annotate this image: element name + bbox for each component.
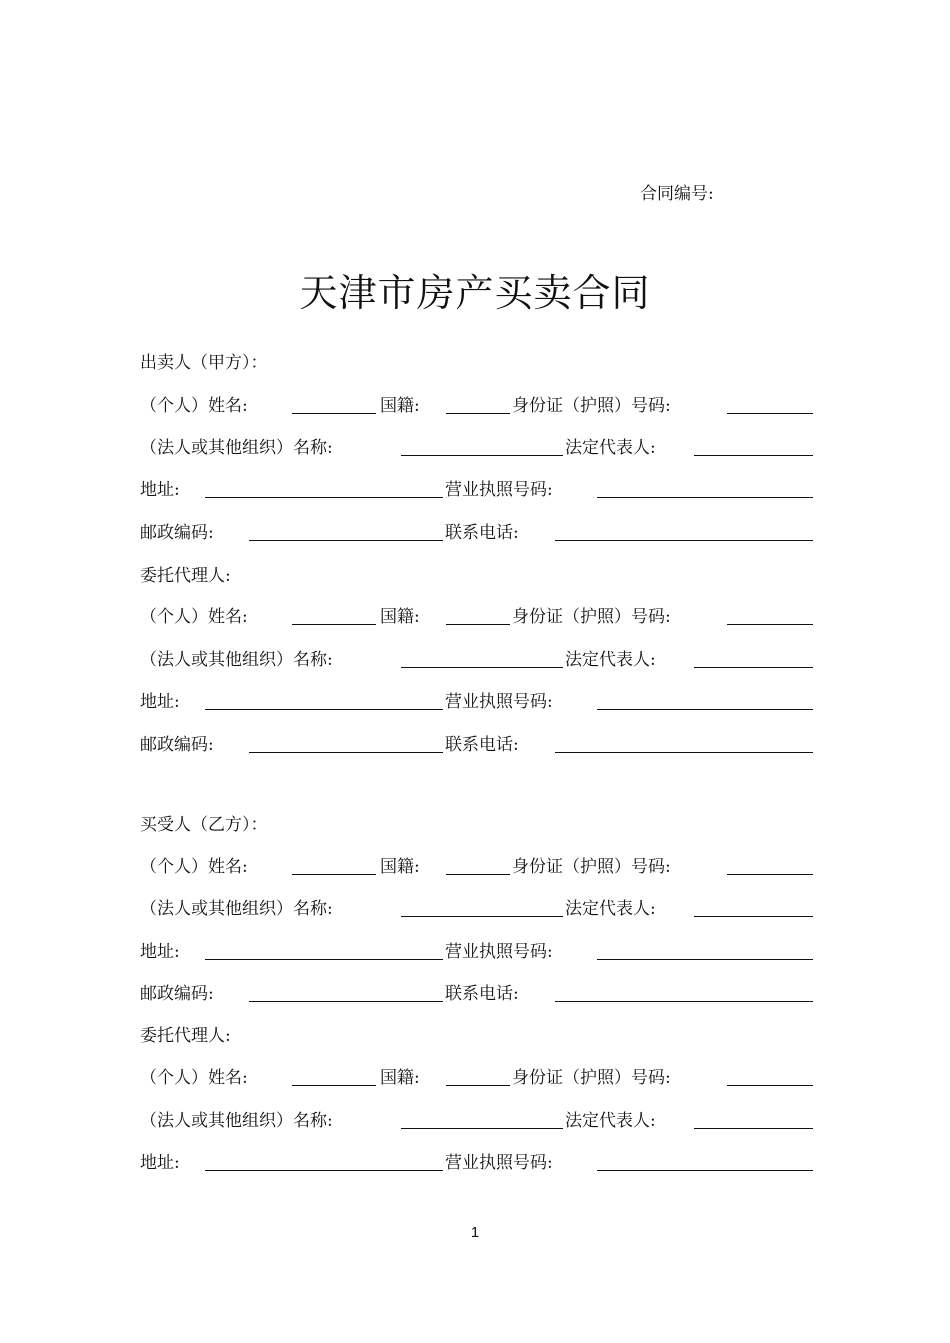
buyer-postal-row	[140, 979, 815, 1003]
seller-id-blank[interactable]	[727, 413, 813, 414]
buyer-agent-legal-row	[140, 1106, 815, 1130]
id-number-label: 身份证（护照）号码:	[512, 607, 671, 627]
buyer-agent-license-blank[interactable]	[597, 1170, 813, 1171]
buyer-agent-address-blank[interactable]	[205, 1170, 443, 1171]
legal-representative-label: 法定代表人:	[565, 438, 656, 458]
buyer-agent-entity-name-blank[interactable]	[401, 1128, 563, 1129]
id-number-label: 身份证（护照）号码:	[512, 396, 671, 416]
page-number: 1	[470, 1224, 480, 1241]
id-number-label: 身份证（护照）号码:	[512, 857, 671, 877]
phone-label: 联系电话:	[445, 735, 519, 755]
legal-representative-label: 法定代表人:	[565, 650, 656, 670]
seller-agent-postcode-blank[interactable]	[249, 752, 443, 753]
document-title: 天津市房产买卖合同	[299, 271, 651, 315]
buyer-postcode-blank[interactable]	[249, 1001, 443, 1002]
nationality-label: 国籍:	[380, 396, 420, 416]
buyer-representative-blank[interactable]	[694, 916, 813, 917]
seller-phone-blank[interactable]	[555, 540, 813, 541]
business-license-label: 营业执照号码:	[445, 692, 553, 712]
nationality-label: 国籍:	[380, 1068, 420, 1088]
seller-agent-id-blank[interactable]	[727, 624, 813, 625]
individual-name-label: （个人）姓名:	[140, 607, 248, 627]
buyer-agent-heading: 委托代理人:	[140, 1026, 231, 1046]
seller-agent-phone-blank[interactable]	[555, 752, 813, 753]
seller-individual-row	[140, 391, 815, 415]
seller-agent-address-row	[140, 687, 815, 711]
seller-license-blank[interactable]	[597, 497, 813, 498]
seller-postcode-blank[interactable]	[249, 540, 443, 541]
business-license-label: 营业执照号码:	[445, 480, 553, 500]
postcode-label: 邮政编码:	[140, 523, 214, 543]
buyer-agent-address-row	[140, 1148, 815, 1172]
buyer-agent-nationality-blank[interactable]	[446, 1085, 510, 1086]
buyer-license-blank[interactable]	[597, 959, 813, 960]
legal-representative-label: 法定代表人:	[565, 899, 656, 919]
seller-agent-legal-row	[140, 645, 815, 669]
seller-agent-entity-name-blank[interactable]	[401, 667, 563, 668]
postcode-label: 邮政编码:	[140, 735, 214, 755]
seller-agent-individual-row	[140, 602, 815, 626]
seller-agent-heading: 委托代理人:	[140, 566, 231, 586]
business-license-label: 营业执照号码:	[445, 942, 553, 962]
address-label: 地址:	[140, 480, 180, 500]
buyer-address-blank[interactable]	[205, 959, 443, 960]
buyer-id-blank[interactable]	[727, 874, 813, 875]
seller-agent-nationality-blank[interactable]	[446, 624, 510, 625]
individual-name-label: （个人）姓名:	[140, 1068, 248, 1088]
legal-entity-name-label: （法人或其他组织）名称:	[140, 1111, 333, 1131]
business-license-label: 营业执照号码:	[445, 1153, 553, 1173]
seller-name-blank[interactable]	[292, 413, 376, 414]
buyer-agent-id-blank[interactable]	[727, 1085, 813, 1086]
address-label: 地址:	[140, 692, 180, 712]
legal-entity-name-label: （法人或其他组织）名称:	[140, 650, 333, 670]
contract-number-label: 合同编号:	[640, 184, 714, 204]
seller-nationality-blank[interactable]	[446, 413, 510, 414]
seller-postal-row	[140, 518, 815, 542]
seller-address-row	[140, 475, 815, 499]
buyer-agent-representative-blank[interactable]	[694, 1128, 813, 1129]
postcode-label: 邮政编码:	[140, 984, 214, 1004]
buyer-phone-blank[interactable]	[555, 1001, 813, 1002]
individual-name-label: （个人）姓名:	[140, 396, 248, 416]
buyer-individual-row	[140, 852, 815, 876]
seller-address-blank[interactable]	[205, 497, 443, 498]
seller-entity-name-blank[interactable]	[401, 455, 563, 456]
buyer-entity-name-blank[interactable]	[401, 916, 563, 917]
seller-heading: 出卖人（甲方）：	[140, 353, 268, 373]
buyer-agent-individual-row	[140, 1063, 815, 1087]
buyer-heading: 买受人（乙方）：	[140, 815, 268, 835]
buyer-legal-row	[140, 894, 815, 918]
seller-agent-representative-blank[interactable]	[694, 667, 813, 668]
buyer-agent-name-blank[interactable]	[292, 1085, 376, 1086]
buyer-name-blank[interactable]	[292, 874, 376, 875]
buyer-address-row	[140, 937, 815, 961]
seller-representative-blank[interactable]	[694, 455, 813, 456]
buyer-nationality-blank[interactable]	[446, 874, 510, 875]
legal-representative-label: 法定代表人:	[565, 1111, 656, 1131]
seller-agent-name-blank[interactable]	[292, 624, 376, 625]
seller-agent-postal-row	[140, 730, 815, 754]
nationality-label: 国籍:	[380, 607, 420, 627]
individual-name-label: （个人）姓名:	[140, 857, 248, 877]
legal-entity-name-label: （法人或其他组织）名称:	[140, 899, 333, 919]
phone-label: 联系电话:	[445, 523, 519, 543]
legal-entity-name-label: （法人或其他组织）名称:	[140, 438, 333, 458]
seller-agent-address-blank[interactable]	[205, 709, 443, 710]
id-number-label: 身份证（护照）号码:	[512, 1068, 671, 1088]
seller-legal-row	[140, 433, 815, 457]
phone-label: 联系电话:	[445, 984, 519, 1004]
nationality-label: 国籍:	[380, 857, 420, 877]
address-label: 地址:	[140, 1153, 180, 1173]
seller-agent-license-blank[interactable]	[597, 709, 813, 710]
address-label: 地址:	[140, 942, 180, 962]
